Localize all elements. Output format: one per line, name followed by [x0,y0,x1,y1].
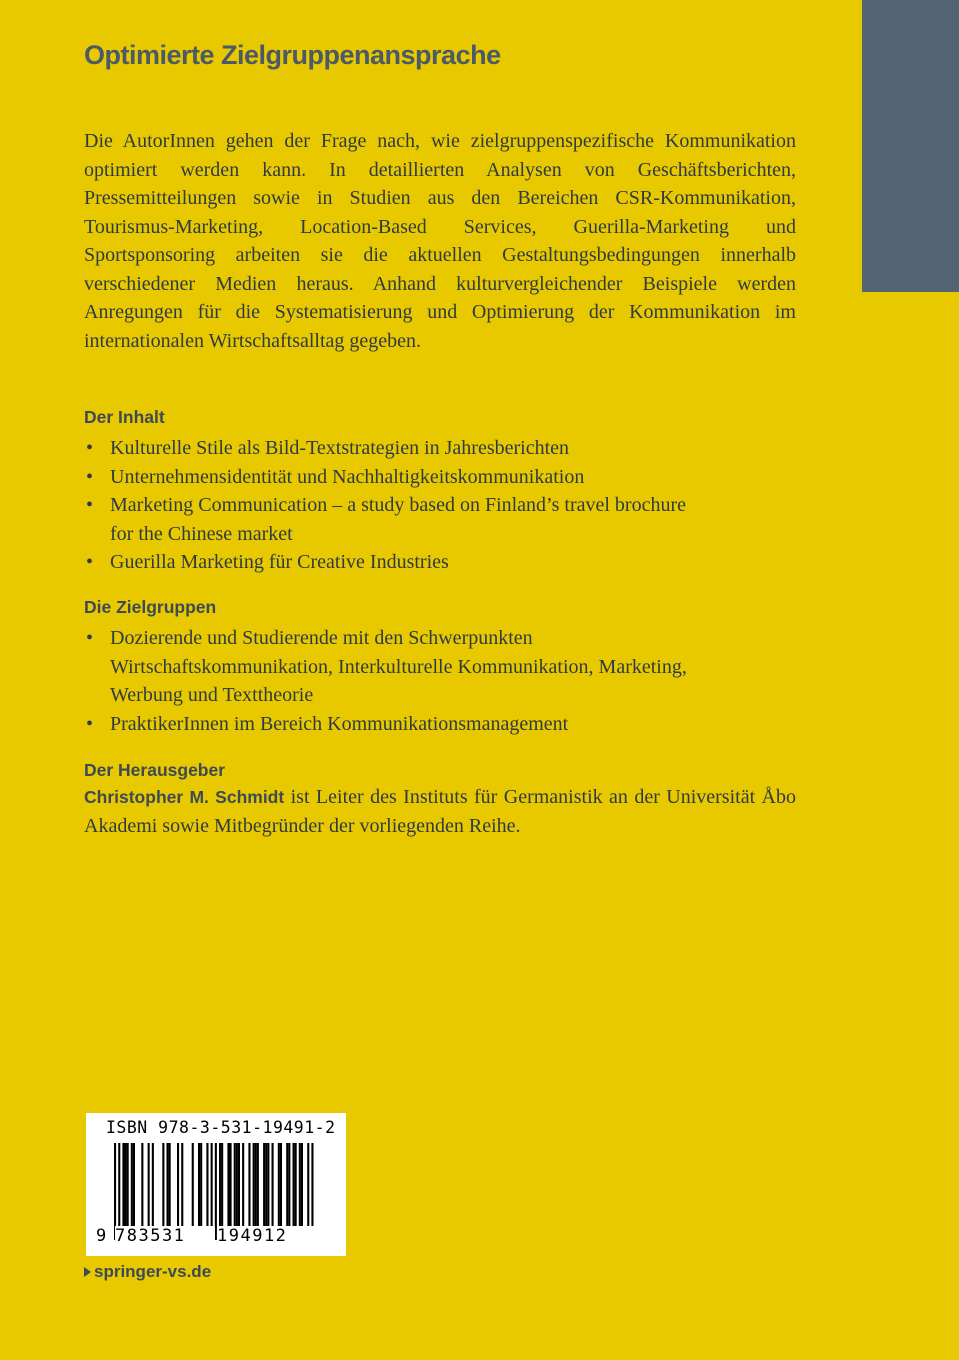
ean-right-digits: 194912 [217,1226,317,1246]
editor-heading: Der Herausgeber [84,760,226,780]
barcode-bar [127,1143,129,1226]
barcode-bar [221,1143,223,1226]
barcode-bar [286,1143,288,1226]
barcode-bar [267,1143,269,1226]
barcode-bar [299,1143,301,1226]
barcode-bar [242,1143,244,1226]
barcode-bar [169,1143,171,1226]
editor-name: Christopher M. Schmidt [84,787,285,807]
corner-color-block [862,0,959,292]
list-item: • PraktikerInnen im Bereich Kommunikationsmanagement [84,710,814,739]
book-title: Optimierte Zielgruppenansprache [84,40,501,70]
barcode-bar [133,1143,135,1226]
barcode-bar [141,1143,143,1226]
barcode-bar [122,1143,124,1226]
barcode-bar [248,1143,250,1226]
barcode-bar [265,1143,267,1226]
barcode-bar [257,1143,259,1226]
target-groups-heading: Die Zielgruppen [84,597,217,617]
contents-heading: Der Inhalt [84,407,165,427]
barcode-bar [295,1143,297,1226]
barcode-bar [238,1143,240,1226]
barcode-bar [152,1143,154,1226]
bullet-icon: • [86,712,94,735]
publisher-website[interactable] [84,1262,211,1282]
barcode-bar [278,1143,280,1226]
barcode-bar [234,1143,236,1226]
barcode-bar [206,1143,208,1226]
barcode-bar [293,1143,295,1226]
ean-first-digit: 9 [96,1226,107,1246]
bullet-icon: • [86,627,94,649]
contents-list [84,434,814,577]
isbn-label: ISBN 978-3-531-19491-2 [106,1118,336,1137]
intro-paragraph: Die AutorInnen gehen der Frage nach, wie zielgruppenspezifische Kommunikation optimiert werden kann. In detaillierten Analysen von Geschäftsberichten, Pressemitteilungen sowie in Studien aus den Bereichen CSR-Kommunikation, Tourismus-Marketing, Location-Based Services, Guerilla-Marketing und Sportsponsoring arbeiten sie die aktuellen Gestaltungsbedingungen innerhalb verschiedener Medien heraus. Anhand kulturvergleichender Beispiele werden Anregungen für die Systematisierung und Optimierung der Kommunikation im internationalen Wirtschaftsalltag gegeben. [84,130,796,352]
barcode-bar [288,1143,290,1226]
editor-bio [84,783,796,840]
barcode-bar [198,1143,200,1226]
barcode-bar [227,1143,229,1226]
barcode-bar [192,1143,194,1226]
barcode-bar [181,1143,183,1226]
barcode-bar [125,1143,127,1226]
isbn-barcode [86,1113,346,1256]
bullet-icon: • [86,437,94,459]
barcode-bar [253,1143,255,1226]
editor-description: ist Leiter des Instituts für Germanistik an der Universität Åbo Akademi sowie Mitbegründer der vorliegenden Reihe. [84,786,796,837]
barcode-bar [263,1143,265,1226]
barcode-bar [230,1143,232,1226]
barcode-bar [162,1143,164,1226]
barcode-bar [148,1143,150,1226]
barcode-bar [131,1143,133,1226]
barcode-bar [200,1143,202,1226]
barcode-bar [236,1143,238,1226]
arrow-right-icon [84,1267,91,1277]
list-item: • Kulturelle Stile als Bild-Textstrategien in Jahresberichten [84,434,814,463]
bullet-icon: • [86,551,94,573]
barcode-bar [280,1143,282,1226]
bullet-icon: • [86,494,94,516]
barcode-bar [219,1143,221,1226]
barcode-bar [167,1143,169,1226]
list-item: • Guerilla Marketing für Creative Industries [84,548,814,577]
barcode-bar [255,1143,257,1226]
target-groups-list [84,624,814,738]
ean-left-digits: 783531 [115,1226,215,1246]
list-item: • Marketing Communication – a study based on Finland’s travel brochure for the Chinese market [84,491,710,548]
list-item: • Dozierende und Studierende mit den Schwerpunkten Wirtschaftskommunikation, Interkulturelle Kommunikation, Marketing, Werbung und Texttheorie [84,624,700,710]
section-contents [84,407,814,577]
barcode-bar [177,1143,179,1226]
barcode-bar [272,1143,274,1226]
website-text: springer-vs.de [94,1262,212,1281]
section-target-groups [84,597,814,738]
list-item: • Unternehmensidentität und Nachhaltigkeitskommunikation [84,463,814,492]
section-editor [84,760,796,840]
barcode-bar [301,1143,303,1226]
bullet-icon: • [86,465,94,488]
